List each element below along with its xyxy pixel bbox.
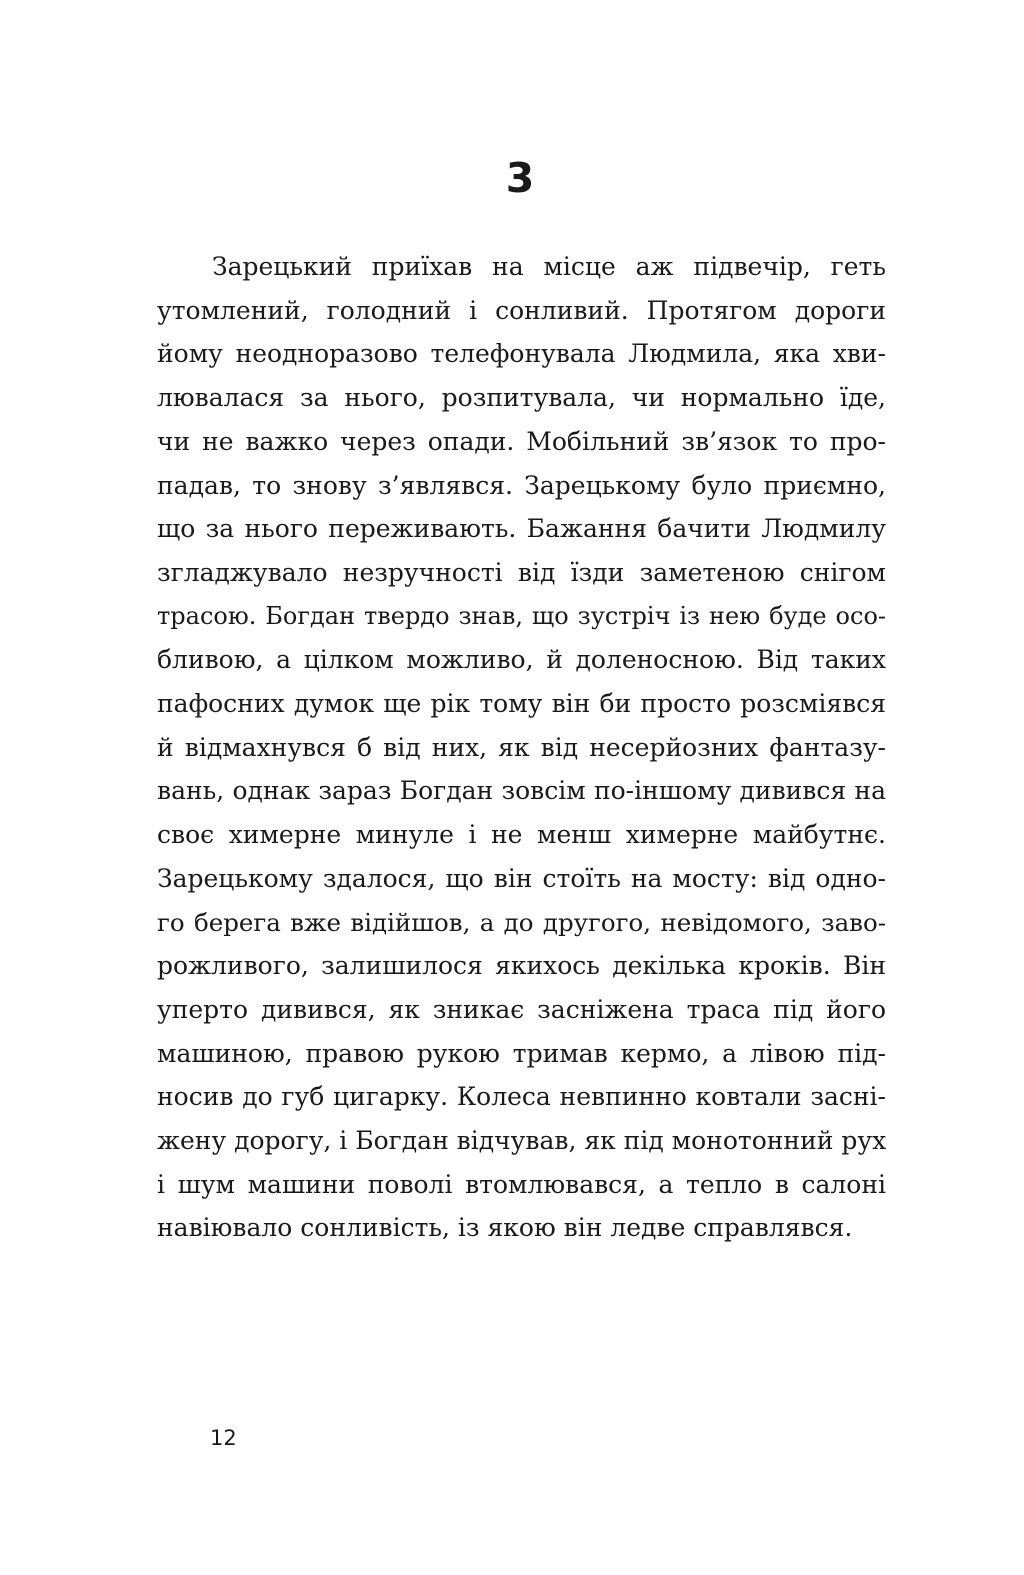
text-line: лювалася за нього, розпитувала, чи нормально їде, (157, 383, 886, 413)
text-line: носив до губ цигарку. Колеса невпинно ковтали засні- (157, 1082, 886, 1112)
page-number: 12 (210, 1426, 237, 1450)
text-line: бливою, а цілком можливо, й доленосною. Від таких (157, 645, 886, 675)
text-line: Зарецькому здалося, що він стоїть на мосту: від одно- (157, 863, 886, 893)
text-line: вань, однак зараз Богдан зовсім по-іншому дивився на (157, 776, 886, 806)
text-line: рожливого, залишилося якихось декілька кроків. Він (157, 951, 886, 981)
text-line: го берега вже відійшов, а до другого, невідомого, заво- (157, 907, 886, 937)
text-line: трасою. Богдан твердо знав, що зустріч із нею буде осо- (157, 601, 886, 630)
text-line: своє химерне минуле і не менш химерне майбутнє. (157, 820, 886, 850)
text-line: що за нього переживають. Бажання бачити Людмилу (157, 514, 886, 544)
text-line: пафосних думок ще рік тому він би просто розсміявся (157, 689, 886, 719)
text-line: і шум машини поволі втомлювався, а тепло в салоні (157, 1169, 886, 1199)
text-line: падав, то знову з’являвся. Зарецькому було приємно, (157, 470, 886, 500)
text-line: машиною, правою рукою тримав кермо, а лівою під- (157, 1038, 886, 1068)
chapter-number: 3 (505, 154, 535, 202)
text-line: згладжувало незручності від їзди заметеною снігом (157, 557, 886, 587)
chapter-paragraph (157, 245, 886, 1250)
text-line: жену дорогу, і Богдан відчував, як під монотонний рух (157, 1126, 887, 1156)
text-line: чи не важко через опади. Мобільний зв’язок то про- (157, 426, 886, 456)
text-line: навіювало сонливість, із якою він ледве справлявся. (157, 1213, 853, 1243)
text-line: йому неодноразово телефонувала Людмила, яка хви- (157, 339, 886, 369)
text-line: уперто дивився, як зникає засніжена траса під його (157, 994, 886, 1024)
text-line: й відмахнувся б від них, як від несерйозних фантазу- (157, 732, 886, 762)
text-line: Зарецький приїхав на місце аж підвечір, геть (212, 252, 886, 281)
text-line: утомлений, голодний і сонливий. Протягом дороги (157, 295, 886, 325)
